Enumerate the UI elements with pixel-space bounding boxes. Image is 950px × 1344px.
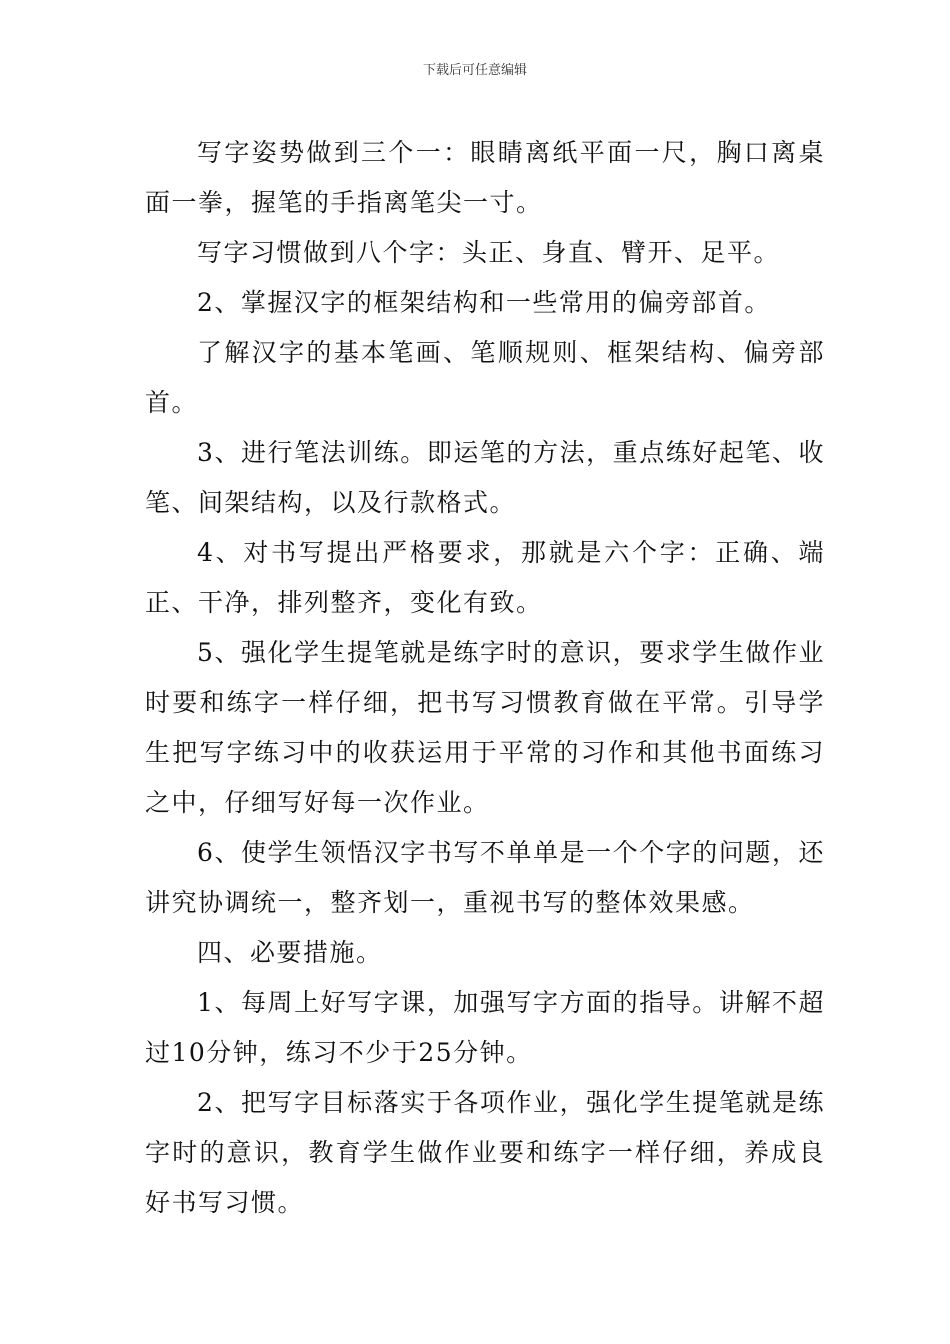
paragraph-item-5: 5、强化学生提笔就是练字时的意识，要求学生做作业时要和练字一样仔细，把书写习惯教育做在平常。引导学生把写字练习中的收获运用于平常的习作和其他书面练习之中，仔细写好每一次作业。	[145, 638, 825, 817]
paragraph-measure-1: 1、每周上好写字课，加强写字方面的指导。讲解不超过10分钟，练习不少于25分钟。	[145, 988, 825, 1067]
paragraph-item-3: 3、进行笔法训练。即运笔的方法，重点练好起笔、收笔、间架结构，以及行款格式。	[145, 438, 825, 517]
paragraph-item-6: 6、使学生领悟汉字书写不单单是一个个字的问题，还讲究协调统一，整齐划一，重视书写的整体效果感。	[145, 838, 825, 917]
document-body	[145, 128, 825, 1228]
paragraph-understand-strokes: 了解汉字的基本笔画、笔顺规则、框架结构、偏旁部首。	[145, 338, 825, 417]
paragraph-writing-posture: 写字姿势做到三个一：眼睛离纸平面一尺，胸口离桌面一拳，握笔的手指离笔尖一寸。	[145, 138, 825, 217]
paragraph-measure-2: 2、把写字目标落实于各项作业，强化学生提笔就是练字时的意识，教育学生做作业要和练字一样仔细，养成良好书写习惯。	[145, 1088, 825, 1217]
paragraph-item-2: 2、掌握汉字的框架结构和一些常用的偏旁部首。	[197, 288, 771, 317]
page-header: 下载后可任意编辑	[422, 63, 527, 78]
paragraph-writing-habit: 写字习惯做到八个字：头正、身直、臂开、足平。	[197, 238, 781, 267]
section-heading-measures: 四、必要措施。	[197, 938, 383, 967]
paragraph-item-4: 4、对书写提出严格要求，那就是六个字：正确、端正、干净，排列整齐，变化有致。	[145, 538, 825, 617]
